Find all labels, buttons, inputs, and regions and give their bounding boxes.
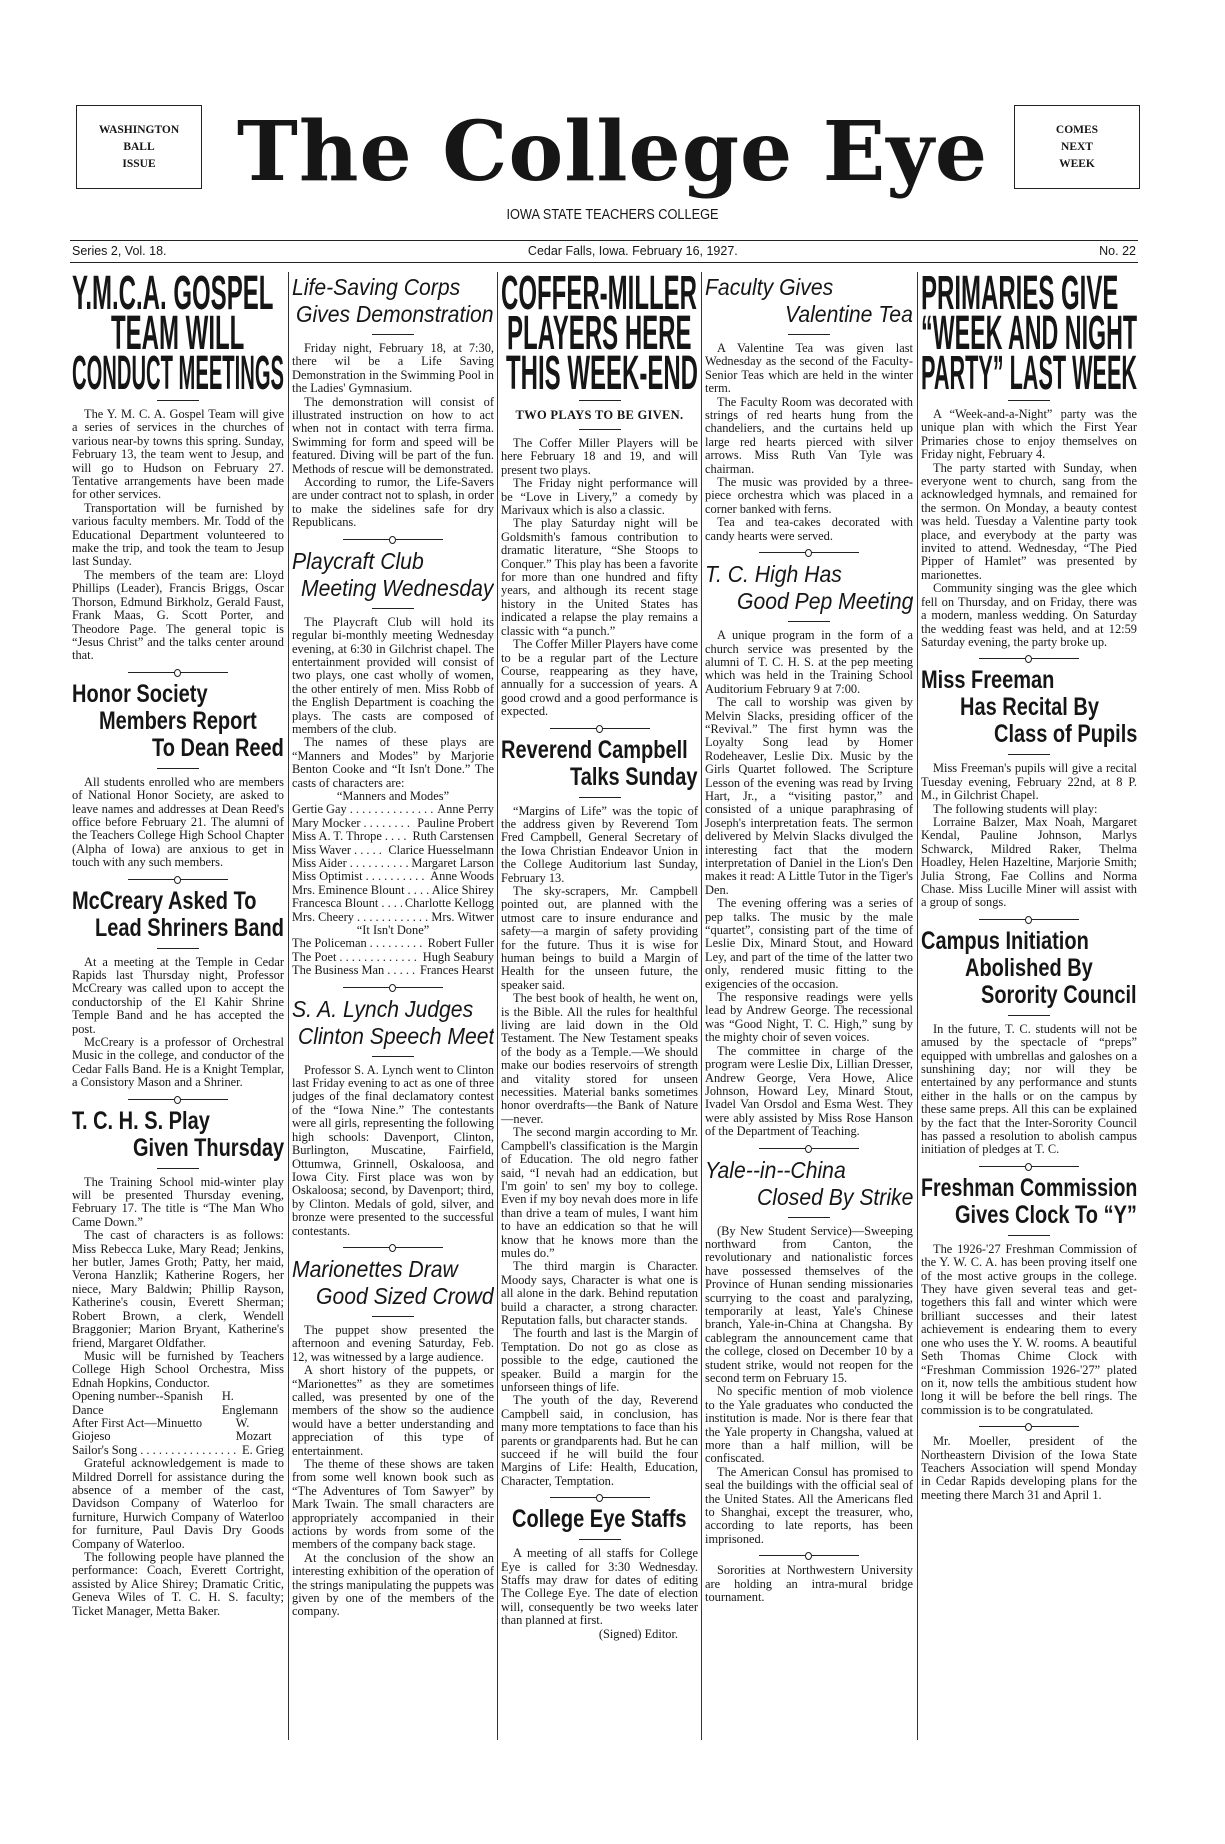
article-paragraph: (By New Student Service)—Sweeping northward from Canton, the revolutionary and nationalistic forces have possessed themselves of the Province of Hunan sending missionaries scurrying to the coast and paralyzing, temporarily at least, Yale's Chinese branch, Yale-in-China at Changsha. By cablegram the announcement came that the college, closed on December 10 by a student strike, would not reopen for the second term on February 15. [705, 1223, 913, 1385]
masthead-rule-top [70, 240, 1138, 241]
headline-line [705, 301, 913, 328]
series-volume: Series 2, Vol. 18. [72, 244, 167, 258]
article-paragraph: A short history of the puppets, or “Marionettes” as they are sometimes called, was presented by one of the members of the show so the audience would have a better understanding and appreciation of this type of entertainment. [292, 1363, 494, 1458]
dot-leader [381, 897, 402, 910]
headline-text: PRIMARIES GIVE [921, 272, 1119, 320]
article-paragraph: The Training School mid-winter play will be presented Thursday evening, February 17. The title is “The Man Who Came Down.” [72, 1174, 284, 1229]
dot-leader [140, 1444, 239, 1457]
cast-actor: Anne Perry [437, 802, 494, 817]
cast-role: Francesca Blount [292, 896, 379, 911]
article-paragraph: The demonstration will consist of illustrated instruction on how to act when not in contact with terra firma. Swimming for form and speed will be featured. Diving will be part of the fun. Methods of rescue will be demonstrated. [292, 394, 494, 476]
article-paragraph: The Y. M. C. A. Gospel Team will give a series of services in the churches of various near-by towns this spring. Sunday, February 13, the team went to Jesup, and will go to Hudson on February 27. Tentative arrangements have been made for other services. [72, 407, 284, 502]
headline-text: Abolished By [965, 953, 1093, 982]
headline-text: Campus Initiation [921, 926, 1089, 955]
article-paragraph: The party started with Sunday, when everyone went to church, sang from the acknowledged hymnals, and remained for the sermon. On Monday, a beauty contest was held. Tuesday a Valentine party took place, and everybody at the party was invited to attend. Wednesday, “The Pied Pipper of Hamlet” was presented by marionettes. [921, 460, 1137, 582]
headline-text: Honor Society [72, 679, 208, 708]
cast-role: Miss Aider [292, 856, 347, 870]
cast-actor: Pauline Probert [417, 815, 494, 830]
article-paragraph: No specific mention of mob violence to the Yale graduates who conducted the institution is made. Nor is there fear that the Yale property in Changsha, valued at more than a half million, will be confiscated. [705, 1384, 913, 1466]
headline-text: Reverend Campbell [501, 735, 688, 764]
headline-line [705, 274, 913, 301]
article-paragraph: The play Saturday night will be Goldsmith's famous contribution to dramatic literature, “She Stoops to Conquer.” This play has been a favorite for more than one hundred and fifty years, and although its recent stage history in the United States has indicated a relapse the play remains a classic with “a punch.” [501, 516, 698, 638]
headline-text: TEAM WILL [111, 307, 245, 360]
cast-row [292, 911, 494, 924]
headline-text: T. C. High Has [705, 561, 842, 588]
column-divider [701, 272, 702, 1740]
headline-rule [372, 1316, 414, 1317]
article-paragraph: The cast of characters is as follows: Miss Rebecca Luke, Mary Read; Jenkins, her butler, James Groth; Patty, her maid, Verona Hanzlik; Katherine Rogers, her niece, Mary Baldwin; Phillip Rayson, Katherine's cousin, Everett Sherman; Robert Brown, a clerk, Wendell Braggonier; Marion Bryant, Katherine's friend, Margaret Oldfather. [72, 1228, 284, 1350]
column-divider [917, 272, 918, 1740]
dot-leader [370, 937, 425, 950]
article-separator [343, 1247, 443, 1248]
headline-text: PARTY” LAST WEEK [921, 347, 1137, 400]
headline-line [501, 1506, 698, 1533]
cast-row [292, 884, 494, 897]
article [72, 274, 284, 663]
headline-text: Meeting Wednesday [301, 574, 494, 601]
headline-rule [372, 1056, 414, 1057]
cast-actor: Alice Shirey [431, 882, 494, 897]
article [705, 561, 913, 1138]
headline-line [921, 1202, 1137, 1229]
headline-line [921, 667, 1137, 694]
cast-actor: W. Mozart [235, 1415, 272, 1444]
play-title: “Manners and Modes” [336, 788, 450, 803]
headline-rule [788, 1217, 830, 1218]
article [921, 928, 1137, 1157]
headline-text: Given Thursday [132, 1133, 284, 1162]
headline-line [921, 955, 1137, 982]
article [921, 1175, 1137, 1417]
cast-actor: E. Grieg [242, 1442, 284, 1457]
article-paragraph: The call to worship was given by Melvin Slacks, presiding officer of the “Revival.” The first hymn was the Loyalty Song lead by Homer Rodeheaver, Leslie Dix. Music by the Girls Quartet followed. The Scripture Lesson of the evening was read by Irving Hart, Jr., a “visiting pastor,” and consisted of a unique paraphrasing of Joseph's interpretation feats. The sermon delivered by Melvin Slacks divulged the interesting fact that the modern interpretation of Daniel in the Lion's Den makes it read: A Little Tutor in the Tiger's Den. [705, 695, 913, 897]
cast-role: Mrs. Cheery [292, 909, 354, 924]
cast-row [292, 844, 494, 857]
cast-row [292, 951, 494, 964]
headline-line [292, 575, 494, 602]
column-5 [921, 272, 1137, 1742]
dot-leader [357, 911, 428, 924]
signature: (Signed) Editor. [598, 1626, 678, 1641]
dot-leader [408, 884, 429, 897]
article-paragraph: The second margin according to Mr. Campbell's classification is the Margin of Education. The old negro father said, “I nevah had an eddication, but I'm goin' to sen' my boy to college. Even if my boy nevah does more in life than drive a team of mules, I want him to have an eddication so that he will know that he knows more than the mules do.” [501, 1125, 698, 1260]
cast-role: Miss A. T. Thrope [292, 829, 382, 844]
article-separator [550, 728, 650, 729]
headline-rule [579, 1539, 621, 1540]
headline-text: McCreary Asked To [72, 886, 257, 915]
article-paragraph: Grateful acknowledgement is made to Mildred Dorrell for assistance during the absence of a member of the cast, Davidson Company of Waterloo for furniture, Hurwich Company of Waterloo for furniture, Paul Davis Dry Goods Company of Waterloo. [72, 1456, 284, 1551]
headline-line [292, 301, 494, 328]
cast-role: The Policeman [292, 936, 367, 951]
cast-row [292, 817, 494, 830]
headline-rule [788, 334, 830, 335]
article-paragraph: “Margins of Life” was the topic of the address given by Reverend Tom Fred Campbell, General Secretary of the Iowa Christian Endeavor Union in the College Auditorium last Sunday, February 13. [501, 803, 698, 885]
headline-text: Closed By Strike [756, 1183, 913, 1210]
cast-role: Opening number--Spanish Dance [72, 1389, 203, 1417]
article-paragraph: Professor S. A. Lynch went to Clinton last Friday evening to act as one of three judges of the final declamatory contest of the “Iowa Nine.” The contestants were all girls, representing the following high schools: Davenport, Clinton, Burlington, Muscatine, Fairfield, Ottumwa, Grinnell, Oskaloosa, and Iowa City. First place was won by Oskaloosa; second, by Davenport; third, by Clinton. Medals of gold, silver, and bronze were presented to the successful contestants. [292, 1062, 494, 1238]
article-separator [759, 1555, 859, 1556]
article-paragraph: The theme of these shows are taken from some well known book such as “The Adventures of Tom Sawyer” by Mark Twain. The small characters are appropriately accompanied in their actions by words from some of the members of the company back stage. [292, 1457, 494, 1552]
headline-line [501, 737, 698, 764]
headline [921, 667, 1137, 748]
article-paragraph: The evening offering was a series of pep talks. The music by the male “quartet”, consisting part of the time of Leslie Dix, Minard Stout, and Howard Ley, and part of the time of the latter two only, rendered music fitting to the exigencies of the occasion. [705, 896, 913, 991]
dateline: Cedar Falls, Iowa. February 16, 1927. [527, 244, 738, 258]
cast-actor: Frances Hearst [420, 963, 494, 978]
headline-line [292, 274, 494, 301]
masthead-subtitle: IOWA STATE TEACHERS COLLEGE [506, 206, 719, 223]
headline-rule [579, 429, 621, 430]
cast-actor: Clarice Huesselmann [388, 842, 494, 857]
dot-leader [366, 870, 428, 883]
article-paragraph: The members of the team are: Lloyd Phillips (Leader), Francis Briggs, Oscar Thorson, Edmund Birkholz, Gerald Faust, Frank Maas, G. Scott Porter, and Theodore Page. The general topic is “Jesus Christ” and the talks center around that. [72, 567, 284, 663]
cast-row [72, 1390, 284, 1417]
headline-line [72, 1135, 284, 1162]
article-paragraph: The committee in charge of the program were Leslie Dix, Lillian Dresser, Andrew George, Vera Howe, Alice Johnson, Howard Ley, Minard Stout, Ivadel Van Orsdol and Esma West. They were ably assisted by Miss Rose Hanson of the Department of Teaching. [705, 1043, 913, 1139]
headline-line [501, 347, 698, 400]
article-separator [759, 552, 859, 553]
headline-line [501, 764, 698, 791]
headline [72, 1108, 284, 1162]
article-paragraph: The following people have planned the performance: Coach, Everett Cortright, assisted by Alice Shirey; Dramatic Critic, Geneva Wiles of T. C. H. S. faculty; Ticket Manager, Metta Baker. [72, 1550, 284, 1618]
article-paragraph: The Playcraft Club will hold its regular bi-monthly meeting Wednesday evening, at 6:30 in Gilchrist chapel. The entertainment provided will consist of two plays, one cast wholly of women, the other entirely of men. Miss Robb of the English Department is coaching the plays. The casts are composed of members of the club. [292, 614, 494, 736]
headline [921, 928, 1137, 1009]
ear-text: WASHINGTON [98, 123, 180, 136]
article-paragraph: In the future, T. C. students will not be amused by the spectacle of “preps” equipped with umbrellas and galoshes on a sunshining day; nor will they be entertained by any performance and stunts either in the halls or on the campus by these same preps. All this can be explained by the fact that the Inter-Sorority Council has passed a resolution to abolish campus initiation of pledges at T. C. [921, 1021, 1137, 1157]
headline-line [72, 708, 284, 735]
headline-rule [1008, 1015, 1050, 1016]
article-separator [979, 919, 1079, 920]
cast-row [292, 830, 494, 843]
dot-leader [385, 830, 410, 843]
headline-line [72, 1108, 284, 1135]
article-paragraph: The sky-scrapers, Mr. Campbell pointed out, are planned with the utmost care to insure endurance and safety—a margin of safety providing for the future. Thus it is wise for human beings to build a Margin of Health for the unseen future, the speaker said. [501, 883, 698, 992]
newspaper-nameplate: The College Eye [236, 104, 989, 200]
article [501, 274, 698, 719]
masthead-rule-bottom [70, 262, 1138, 263]
article-paragraph: The following students will play: [933, 801, 1098, 816]
article-separator [550, 1497, 650, 1498]
headline-line [921, 1175, 1137, 1202]
article-separator [979, 1426, 1079, 1427]
cast-actor: Charlotte Kellogg [404, 896, 494, 911]
ear-text: BALL [123, 140, 155, 153]
headline-text: Talks Sunday [570, 762, 698, 791]
headline [921, 272, 1137, 400]
article [921, 667, 1137, 909]
dateline-bar [72, 244, 1136, 258]
article-paragraph: The responsive readings were yells lead by Andrew George. The recessional was “Good Night, T. C. High,” sung by the mighty choir of seven voices. [705, 990, 913, 1045]
article [501, 1506, 698, 1641]
headline-rule [1008, 1235, 1050, 1236]
headline-line [705, 1184, 913, 1211]
headline-text: Faculty Gives [705, 274, 834, 300]
article-paragraph: The youth of the day, Reverend Campbell said, in conclusion, has many more temptations to face than his parents or grandparents had. But he can succeed if he will build the four Margins of Life: Health, Education, Character, Temptation. [501, 1393, 698, 1488]
column-divider [497, 272, 498, 1740]
headline-text: Good Sized Crowd [316, 1282, 494, 1309]
headline-line [72, 735, 284, 762]
cast-role: Mary Mocker [292, 815, 361, 830]
headline-line [292, 548, 494, 575]
headline [72, 681, 284, 762]
headline-text: Y.M.C.A. GOSPEL [72, 272, 274, 320]
headline-text: T. C. H. S. Play [72, 1106, 210, 1135]
dot-leader [354, 844, 385, 857]
cast-actor: H. Englemann [221, 1389, 279, 1417]
article-separator [128, 1099, 228, 1100]
cast-actor: Anne Woods [430, 869, 494, 884]
headline-text: Members Report [99, 706, 257, 735]
cast-actor: Mrs. Witwer [431, 909, 494, 924]
headline-line [705, 1157, 913, 1184]
headline-line [921, 928, 1137, 955]
article-paragraph: The Friday night performance will be “Love in Livery,” a comedy by Marivaux which is also a classic. [501, 476, 698, 518]
headline-rule [579, 797, 621, 798]
article [72, 888, 284, 1090]
cast-row [292, 803, 494, 816]
article [705, 274, 913, 543]
cast-row [292, 870, 494, 883]
cast-actor: Ruth Carstensen [412, 829, 494, 844]
cast-row [292, 897, 494, 910]
cast-role: Miss Optimist [292, 869, 363, 884]
article-paragraph: Community singing was the glee which fell on Thursday, and on Friday, there was a modern, manless wedding. On Saturday the wedding feast was held, and at 12:59 Saturday evening, the party broke up. [921, 581, 1137, 649]
headline-text: Clinton Speech Meet [297, 1022, 494, 1049]
headline-text: COFFER-MILLER [501, 272, 697, 320]
article [292, 1256, 494, 1619]
article-paragraph: Tea and tea-cakes decorated with candy hearts were served. [705, 515, 913, 543]
dot-leader [350, 857, 409, 870]
headline [501, 272, 698, 400]
dot-leader [350, 803, 435, 816]
headline-text: Valentine Tea [785, 301, 913, 327]
headline [72, 888, 284, 942]
headline-line [72, 347, 284, 400]
cast-role: Gertie Gay [292, 802, 347, 817]
headline-line [921, 721, 1137, 748]
ear-text: COMES [1055, 123, 1099, 136]
issue-number: No. 22 [1099, 244, 1136, 258]
article-paragraph: The fourth and last is the Margin of Temptation. Do not go as close as possible to the edge, cautioned the speaker. Build a margin for the unforseen things of life. [501, 1326, 698, 1394]
cast-row [292, 964, 494, 977]
headline-text: Gives Clock To “Y” [955, 1200, 1137, 1229]
headline-text: Class of Pupils [993, 720, 1137, 749]
ear-text: ISSUE [122, 157, 156, 170]
cast-actor: Margaret Larson [411, 856, 494, 870]
article-separator [343, 987, 443, 988]
headline-line [72, 888, 284, 915]
headline-rule [157, 1168, 199, 1169]
headline-text: Miss Freeman [921, 666, 1055, 695]
article-paragraph: The Coffer Miller Players have come to be a regular part of the Lecture Course, reappearing as they have, annually for a succession of years. A good crowd and a good performance is expected. [501, 637, 698, 719]
article-paragraph: A “Week-and-a-Night” party was the unique plan with which the First Year Primaries chose to enjoy themselves on Friday night, February 4. [921, 407, 1137, 462]
headline-rule [579, 400, 621, 401]
article-paragraph: The names of these plays are “Manners and Modes” by Marjorie Benton Cooke and “It Isn't Done.” The casts of characters are: [292, 735, 494, 790]
article [72, 1108, 284, 1618]
ear-text: WEEK [1059, 157, 1095, 170]
article-paragraph: McCreary is a professor of Orchestral Music in the college, and conductor of the Cedar Falls Band. He is a Knight Templar, a Consistory Mason and a Shriner. [72, 1035, 284, 1090]
article-paragraph: The Coffer Miller Players will be here February 18 and 19, and will present two plays. [501, 436, 698, 477]
article-paragraph: At a meeting at the Temple in Cedar Rapids last Thursday night, Professor McCreary was called upon to accept the conductorship of the El Kahir Shrine Temple Band and he has accepted the post. [72, 954, 284, 1036]
article-paragraph: The puppet show presented the afternoon and evening Saturday, Feb. 12, was witnessed by a large audience. [292, 1322, 494, 1364]
play-title: “It Isn't Done” [356, 923, 430, 938]
left-ear-box [76, 105, 202, 189]
headline-text: CONDUCT MEETINGS [72, 347, 284, 400]
headline-line [72, 681, 284, 708]
cast-role: The Poet [292, 949, 337, 964]
cast-role: Miss Waver [292, 842, 351, 857]
article-paragraph: A unique program in the form of a church service was presented by the alumni of T. C. H. S. at the pep meeting which was held in the Training School Auditorium February 9 at 7:00. [705, 628, 913, 696]
headline-text: PLAYERS HERE [507, 307, 692, 360]
article-paragraph: Transportation will be furnished by various faculty members. Mr. Todd of the Educational Department volunteered to make the trip, and took the team to Jesup last Sunday. [72, 500, 284, 569]
ear-text: NEXT [1061, 140, 1093, 153]
headline [705, 561, 913, 615]
article [921, 1435, 1137, 1502]
headline-rule [788, 621, 830, 622]
article-paragraph: Music will be furnished by Teachers College High School Orchestra, Miss Ednah Hopkins, Conductor. [72, 1348, 284, 1390]
headline-line [921, 347, 1137, 400]
article-paragraph: Sororities at Northwestern University are holding an intra-mural bridge tournament. [705, 1563, 913, 1605]
headline [292, 274, 494, 328]
article-separator [343, 539, 443, 540]
article-paragraph: The American Consul has promised to seal the buildings with the official seal of the United States. All the Americans fled to Shanghai, except the treasurer, who, according to late reports, has been imprisoned. [705, 1464, 913, 1546]
article-separator [128, 672, 228, 673]
headline-text: Good Pep Meeting [736, 588, 913, 615]
headline-line [705, 561, 913, 588]
headline [705, 1157, 913, 1211]
headline-rule [157, 948, 199, 949]
cast-row [292, 937, 494, 950]
headline-text: Playcraft Club [292, 547, 424, 574]
headline [501, 1506, 698, 1533]
headline-line [292, 1023, 494, 1050]
headline-text: Lead Shriners Band [95, 913, 284, 942]
article-separator [759, 1148, 859, 1149]
article-paragraph: According to rumor, the Life-Savers are under contract not to splash, in order to make the sidelines safe for dry Republicans. [292, 475, 494, 530]
article-separator [128, 879, 228, 880]
cast-actor: Robert Fuller [427, 936, 494, 951]
article-paragraph: The music was provided by a three-piece orchestra which was placed in a corner banked with ferns. [705, 475, 913, 516]
article-paragraph: Miss Freeman's pupils will give a recital Tuesday evening, February 22nd, at 8 P. M., in Gilchrist Chapel. [921, 761, 1137, 803]
headline-text: Life-Saving Corps [292, 274, 461, 300]
article [705, 1157, 913, 1547]
column-2 [292, 272, 494, 1742]
column-3 [501, 272, 698, 1742]
column-4 [705, 272, 913, 1742]
cast-role: After First Act—Minuetto Giojeso [72, 1415, 203, 1444]
headline-rule [157, 400, 199, 401]
article [72, 681, 284, 870]
headline-rule [1008, 400, 1050, 401]
article-paragraph: The best book of health, he went on, is the Bible. All the rules for healthful living are laid down in the Old Testament. The New Testament speaks of the body as a Temple.—We should make our bodies reservoirs of strength and vitality stored for unseen necessities. Material banks sometimes honor overdrafts—the Bank of Nature—never. [501, 991, 698, 1126]
headline [501, 737, 698, 791]
headline-text: “WEEK AND NIGHT [921, 307, 1137, 360]
headline [72, 272, 284, 400]
article-paragraph: Mr. Moeller, president of the Northeastern Division of the Iowa State Teachers Association will spend Monday in Cedar Rapids developing plans for the meeting there March 31 and April 1. [921, 1434, 1137, 1502]
headline-line [292, 1256, 494, 1283]
article [921, 274, 1137, 649]
subheadline: TWO PLAYS TO BE GIVEN. [515, 408, 684, 422]
dot-leader [387, 964, 417, 977]
article-paragraph: Lorraine Balzer, Max Noah, Margaret Kendal, Pauline Johnson, Marlys Schwarck, Mildred Raker, Thelma Hoadley, Helen Hazeltine, Marjorie Smith; Julia Strong, Fae Collins and Norma Chase. Miss Lucille Miner will assist with a group of songs. [921, 814, 1137, 910]
article-paragraph: The 1926-'27 Freshman Commission of the Y. W. C. A. has been proving itself one of the most active groups in the college. They have given several teas and get-togethers this fall and winter which were brilliant successes and their latest achievement is endearing them to every one who uses the Y. W. rooms. A beautiful Seth Thomas Chime Clock with “Freshman Commission 1926-'27” plated on it, now tells the ambitious student how long it will be before the bell rings. The commission is to be congratulated. [921, 1241, 1137, 1417]
article [292, 274, 494, 530]
headline-rule [1008, 754, 1050, 755]
headline-line [921, 694, 1137, 721]
headline-text: College Eye Staffs [512, 1505, 687, 1534]
headline-line [705, 588, 913, 615]
headline-text: Yale--in--China [705, 1156, 846, 1183]
cast-row [72, 1417, 284, 1444]
cast-role: The Business Man [292, 963, 385, 978]
article-paragraph: A Valentine Tea was given last Wednesday as the second of the Faculty-Senior Teas which are held in the winter term. [705, 341, 913, 396]
dot-leader [363, 817, 414, 830]
cast-row [292, 857, 494, 870]
right-ear-box [1014, 105, 1140, 189]
headline-rule [157, 768, 199, 769]
headline-rule [372, 608, 414, 609]
headline-rule [372, 334, 414, 335]
headline-text: Gives Demonstration [296, 301, 494, 327]
article-separator [979, 1166, 1079, 1167]
cast-role: Sailor's Song [72, 1442, 138, 1457]
article [705, 1564, 913, 1604]
article-paragraph: The Faculty Room was decorated with strings of red hearts hung from the chandeliers, and the curtains held up large red hearts pierced with silver arrows. Miss Ruth Van Tyle was chairman. [705, 394, 913, 476]
cast-actor: Hugh Seabury [422, 949, 494, 964]
headline-text: Sorority Council [981, 980, 1137, 1009]
article [292, 996, 494, 1238]
article-paragraph: Friday night, February 18, at 7:30, there wil be a Life Saving Demonstration in the Swimming Pool in the Ladies' Gymnasium. [292, 341, 494, 396]
column-1 [72, 272, 284, 1742]
headline-text: To Dean Reed [152, 733, 284, 762]
headline-text: Freshman Commission [921, 1173, 1137, 1202]
article-paragraph: A meeting of all staffs for College Eye is called for 3:30 Wednesday. Staffs may draw for dates of editing The College Eye. The date of election will, consequently be two weeks later than planned at first. [501, 1546, 698, 1628]
headline [292, 1256, 494, 1310]
headline-text: S. A. Lynch Judges [292, 995, 474, 1022]
headline [292, 996, 494, 1050]
headline-line [72, 915, 284, 942]
column-divider [288, 272, 289, 1740]
headline-text: Has Recital By [959, 693, 1099, 722]
headline-line [292, 996, 494, 1023]
article [501, 737, 698, 1489]
article-separator [979, 658, 1079, 659]
cast-row [72, 1444, 284, 1457]
headline-text: Marionettes Draw [292, 1255, 458, 1282]
article-paragraph: At the conclusion of the show an interesting exhibition of the operation of the strings manipulating the puppets was given by one of the members of the company. [292, 1550, 494, 1619]
headline [292, 548, 494, 602]
article-paragraph: The third margin is Character. Moody says, Character is what one is all alone in the dark. Behind reputation build a character, a strong character. Reputation falls, but character stands. [501, 1259, 698, 1327]
headline [705, 274, 913, 328]
headline-line [292, 1283, 494, 1310]
headline-text: THIS WEEK-END [506, 347, 698, 400]
headline-line [921, 982, 1137, 1009]
article-paragraph: All students enrolled who are members of National Honor Society, are asked to leave names and addresses at Dean Reed's office before February 21. The alumni of the Teachers College High School Chapter (Alpha of Iowa) are anxious to get in touch with any such members. [72, 774, 284, 870]
headline [921, 1175, 1137, 1229]
cast-role: Mrs. Eminence Blount [292, 882, 405, 897]
article [292, 548, 494, 978]
dot-leader [339, 951, 419, 964]
